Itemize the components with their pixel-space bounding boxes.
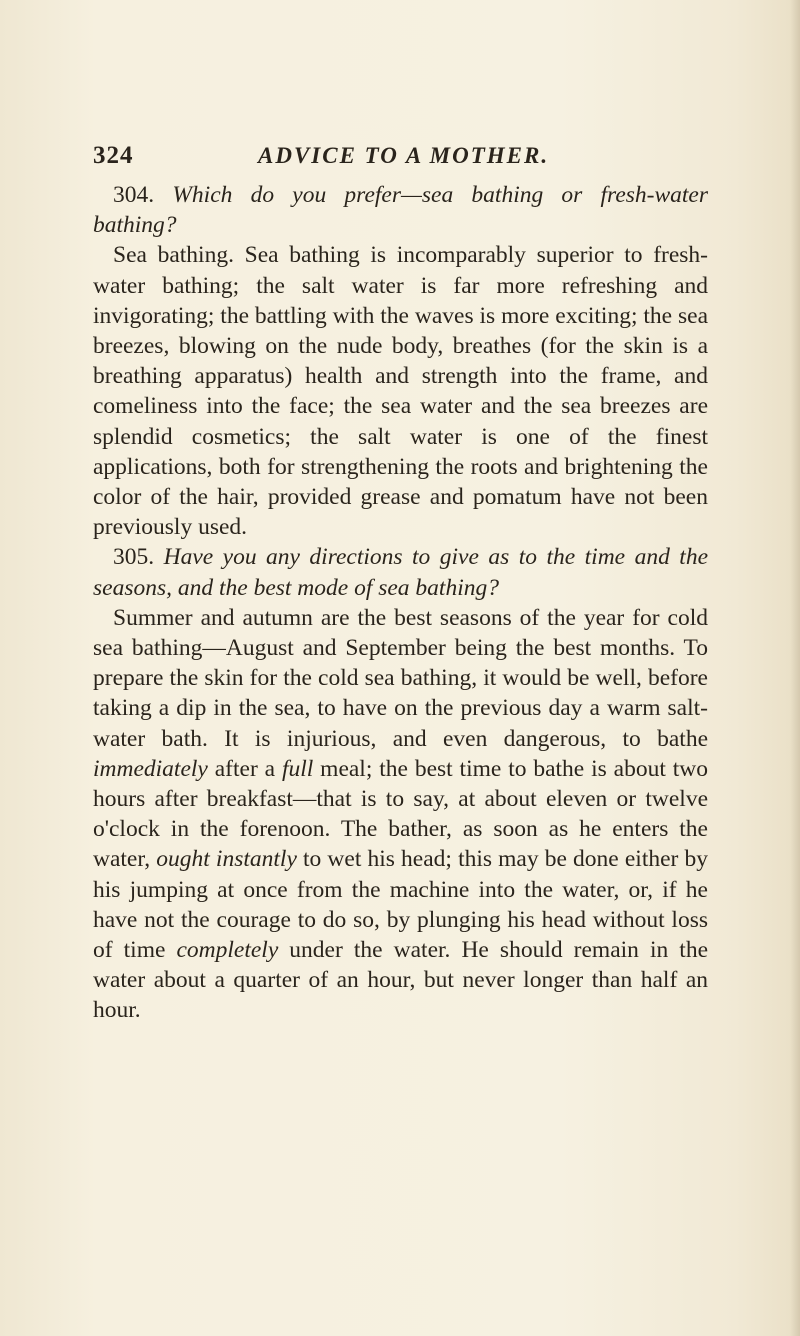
page-body xyxy=(93,180,708,1026)
question-text: Which do you prefer—sea bathing or fresh-water bathing? xyxy=(93,182,709,239)
emphasis-text: full xyxy=(281,755,314,782)
answer-text: after a xyxy=(207,755,282,782)
answer-text: Summer and autumn are the best seasons of the year for cold sea bathing—August and September being the best months. To prepare the skin for the cold sea bathing, it would be well, before taking a dip in the sea, to have on the previous day a warm salt-water bath. It is injurious, and even dangerous, to bathe xyxy=(93,604,708,752)
answer-305 xyxy=(93,603,708,1026)
answer-text: under the water. He should remain in the water about a quarter of an hour, but never longer than half an hour. xyxy=(93,937,709,1024)
emphasis-text: immediately xyxy=(93,755,208,782)
question-number: 304. xyxy=(113,182,155,208)
emphasis-text: completely xyxy=(176,937,279,964)
answer-text: meal; the best time to bathe is about two hours after breakfast—that is to say, at about eleven or twelve o'clock in the forenoon. The bather, as soon as he enters the water, xyxy=(93,755,708,873)
question-number: 305. xyxy=(113,544,155,571)
answer-text: to wet his head; this may be done either by his jumping at once from the machine into the water, or, if he have not the courage to do so, by plunging his head without loss of time xyxy=(93,846,708,964)
answer-304: Sea bathing. Sea bathing is incomparably superior to fresh-water bathing; the salt water is far more refreshing and invigorating; the battling with the waves is more exciting; the sea breezes, blowing on the nude body, breathes (for the skin is a breathing apparatus) health and strength into the frame, and comeliness into the face; the sea water and the sea breezes are splendid cosmetics; the salt water is one of the finest applications, both for strengthening the roots and brightening the color of the hair, provided grease and pomatum have not been previously used. xyxy=(93,242,708,541)
page-header xyxy=(0,142,800,172)
running-head: ADVICE TO A MOTHER. xyxy=(258,143,550,168)
page-edge-shadow xyxy=(790,0,800,1336)
question-text: Have you any directions to give as to the time and the seasons, and the best mode of sea bathing? xyxy=(93,544,709,601)
question-305 xyxy=(93,542,708,602)
emphasis-text: ought instantly xyxy=(156,846,297,873)
question-304 xyxy=(93,180,708,240)
page-number: 324 xyxy=(93,142,134,169)
